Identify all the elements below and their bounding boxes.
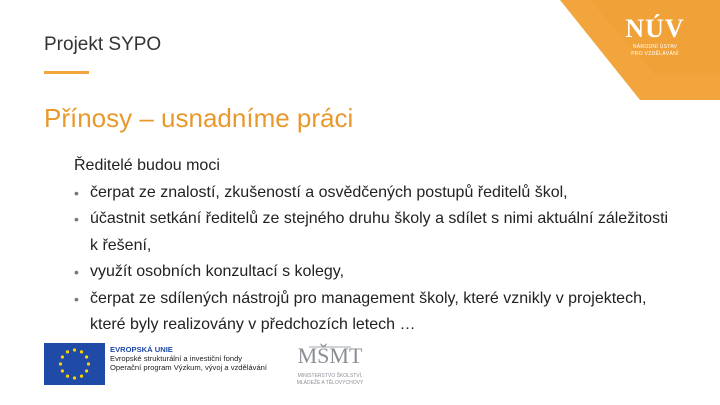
intro-text: Ředitelé budou moci — [74, 157, 220, 174]
accent-line — [44, 71, 89, 74]
eu-program-label: Operační program Výzkum, vývoj a vzdělávání — [110, 362, 268, 372]
list-item-text: čerpat ze znalostí, zkušeností a osvědčených postupů ředitelů škol, — [90, 183, 568, 201]
logo-subtitle-line2: PRO VZDĚLÁVÁNÍ — [631, 51, 679, 57]
eu-union-label: EVROPSKÁ UNIE — [110, 345, 173, 354]
eu-funds-label: Evropské strukturální a investiční fondy — [110, 353, 243, 363]
bullet-list — [74, 180, 674, 339]
list-item-text: čerpat ze sdílených nástrojů pro management školy, které vznikly v projektech, které byly realizovány v předchozích letech … — [90, 289, 647, 333]
list-item — [74, 180, 674, 207]
svg-text:MŠMT: MŠMT — [297, 343, 363, 368]
body-content — [74, 153, 674, 339]
eu-program-text — [110, 346, 267, 372]
bullet-icon: • — [74, 184, 79, 201]
list-item-text: účastnit setkání ředitelů ze stejného druhu školy a sdílet s nimi aktuální záležitosti k řešení, — [90, 210, 669, 254]
list-item — [74, 259, 674, 286]
list-item-text: využít osobních konzultací s kolegy, — [90, 263, 345, 280]
logo-mark: NÚV — [625, 14, 685, 43]
msmt-logo-icon — [289, 341, 371, 387]
bullet-icon: • — [74, 264, 79, 280]
list-item — [74, 286, 674, 339]
msmt-label-line1: MINISTERSTVO ŠKOLSTVÍ, — [297, 373, 363, 379]
logo-subtitle-line1: NÁRODNÍ ÚSTAV — [632, 44, 678, 50]
project-title: Projekt SYPO — [44, 34, 162, 55]
bullet-icon: • — [74, 211, 79, 227]
msmt-label-line2: MLÁDEŽE A TĚLOVÝCHOVY — [296, 380, 364, 386]
bullet-icon: • — [74, 290, 79, 307]
list-item — [74, 206, 674, 259]
eu-flag-icon — [44, 343, 105, 385]
page-title: Přínosy – usnadníme práci — [44, 103, 354, 133]
nuv-logo-icon — [610, 14, 700, 74]
